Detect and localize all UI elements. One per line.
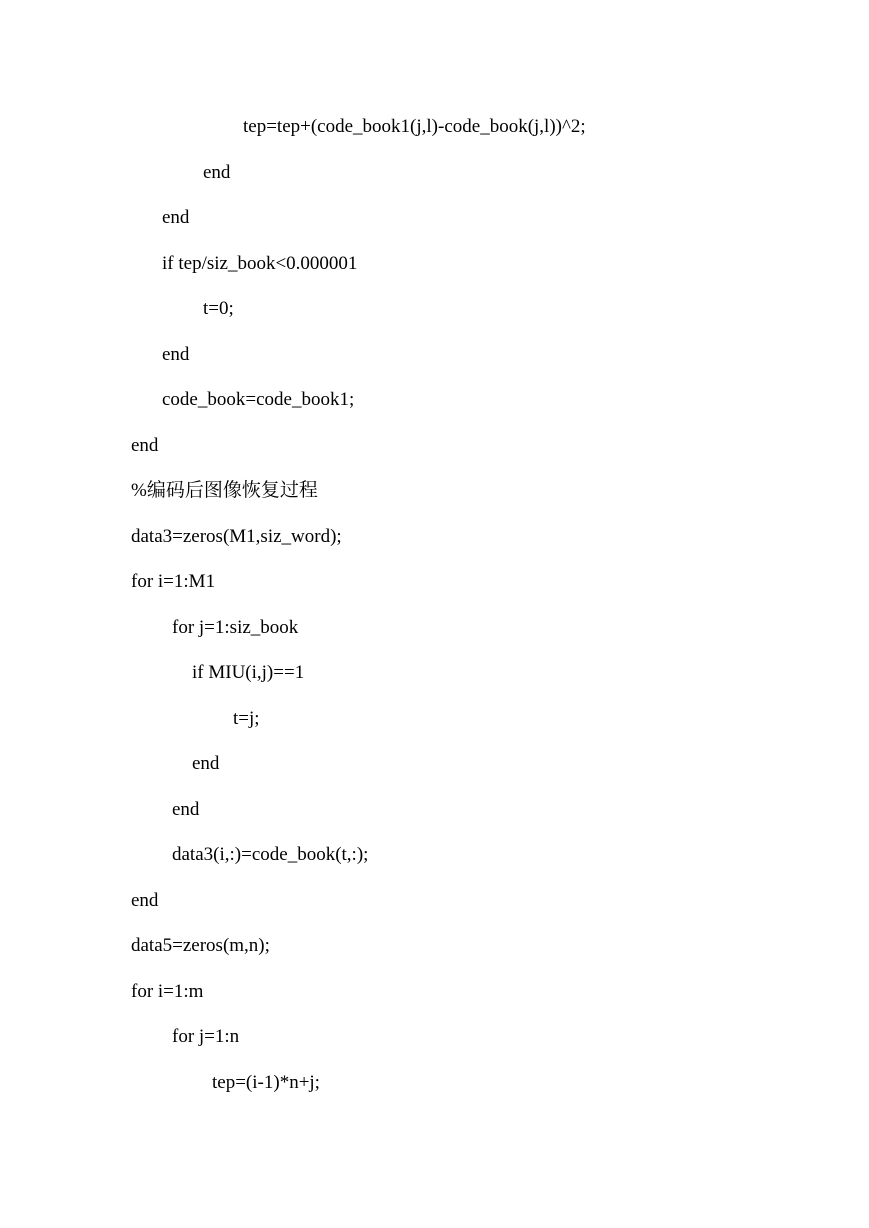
code-line: end <box>131 435 159 456</box>
code-line: for j=1:n <box>172 1026 240 1047</box>
code-line: for i=1:m <box>131 981 204 1002</box>
code-line: t=0; <box>203 298 234 319</box>
code-line: data3(i,:)=code_book(t,:); <box>172 844 369 865</box>
code-comment: %编码后图像恢复过程 <box>131 480 318 501</box>
code-line: end <box>172 799 200 820</box>
code-line: for j=1:siz_book <box>172 617 299 638</box>
code-line: tep=tep+(code_book1(j,l)-code_book(j,l))^2; <box>243 116 586 137</box>
code-line: tep=(i-1)*n+j; <box>212 1072 320 1093</box>
code-line: end <box>162 207 190 228</box>
code-line: for i=1:M1 <box>131 571 216 592</box>
code-line: data5=zeros(m,n); <box>131 935 270 956</box>
code-line: if MIU(i,j)==1 <box>192 662 305 683</box>
code-line: if tep/siz_book<0.000001 <box>162 253 358 274</box>
code-line: end <box>192 753 220 774</box>
code-line: code_book=code_book1; <box>162 389 355 410</box>
code-line: end <box>203 162 231 183</box>
code-line: t=j; <box>233 708 260 729</box>
code-line: end <box>131 890 159 911</box>
code-line: end <box>162 344 190 365</box>
code-line: data3=zeros(M1,siz_word); <box>131 526 342 547</box>
